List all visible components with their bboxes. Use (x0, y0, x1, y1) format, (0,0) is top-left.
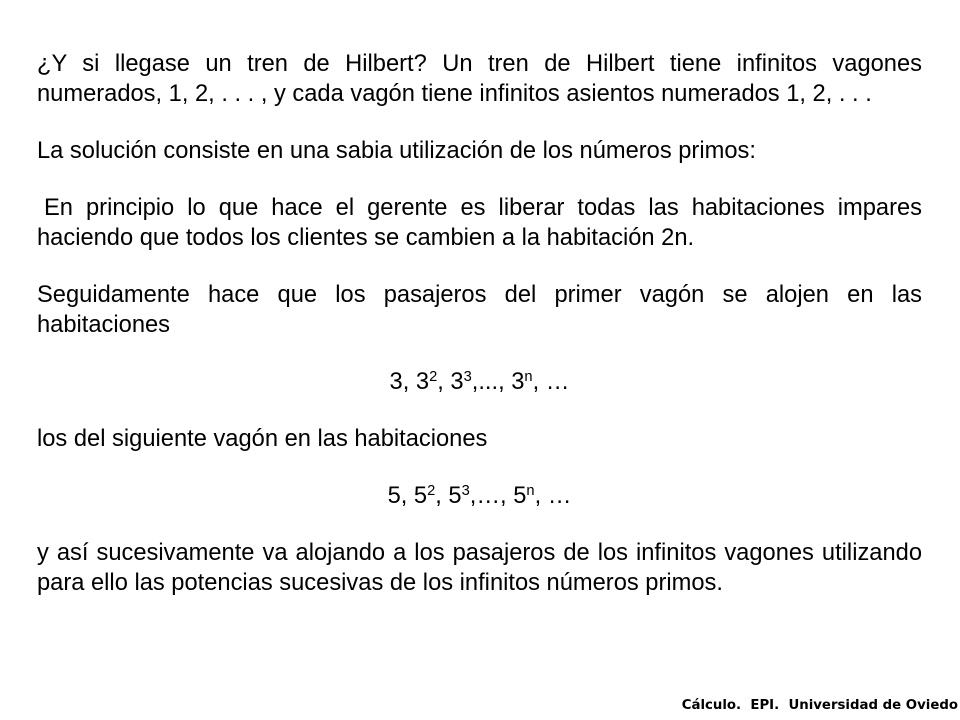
formula-term: , 3 (437, 369, 464, 395)
paragraph-first-car-rooms: Seguidamente hace que los pasajeros del primer vagón se alojen en las habitaciones (37, 282, 922, 338)
formula-powers-of-3 (37, 367, 922, 397)
paragraph-hilbert-train-question: ¿Y si llegase un tren de Hilbert? Un tren de Hilbert tiene infinitos vagones numerados, 1, 2, . . . , y cada vagón tiene infinitos asientos numerados 1, 2, . . . (37, 51, 922, 107)
formula-powers-of-5 (37, 481, 922, 511)
formula-term: ,..., 3 (471, 369, 525, 395)
paragraph-solution-intro: La solución consiste en una sabia utilización de los números primos: (37, 138, 756, 164)
footer-credit: Cálculo. EPI. Universidad de Oviedo (681, 698, 958, 713)
formula-term: 3, 3 (389, 369, 430, 395)
formula-term: , … (532, 369, 570, 395)
formula-exponent: n (526, 482, 535, 499)
formula-term: , 5 (435, 483, 462, 509)
formula-term: , … (534, 483, 572, 509)
formula-term: ,…, 5 (469, 483, 527, 509)
formula-exponent: 2 (427, 482, 436, 499)
formula-exponent: 3 (463, 368, 472, 385)
formula-term: 5, 5 (387, 483, 428, 509)
paragraph-conclusion: y así sucesivamente va alojando a los pasajeros de los infinitos vagones utilizando para ello las potencias sucesivas de los infinitos números primos. (37, 540, 922, 596)
formula-exponent: 2 (429, 368, 438, 385)
slide-body (37, 49, 922, 598)
formula-exponent: 3 (461, 482, 470, 499)
paragraph-next-car-rooms: los del siguiente vagón en las habitaciones (37, 426, 488, 452)
paragraph-free-odd-rooms: En principio lo que hace el gerente es liberar todas las habitaciones impares haciendo que todos los clientes se cambien a la habitación 2n. (37, 195, 922, 251)
formula-exponent: n (524, 368, 533, 385)
